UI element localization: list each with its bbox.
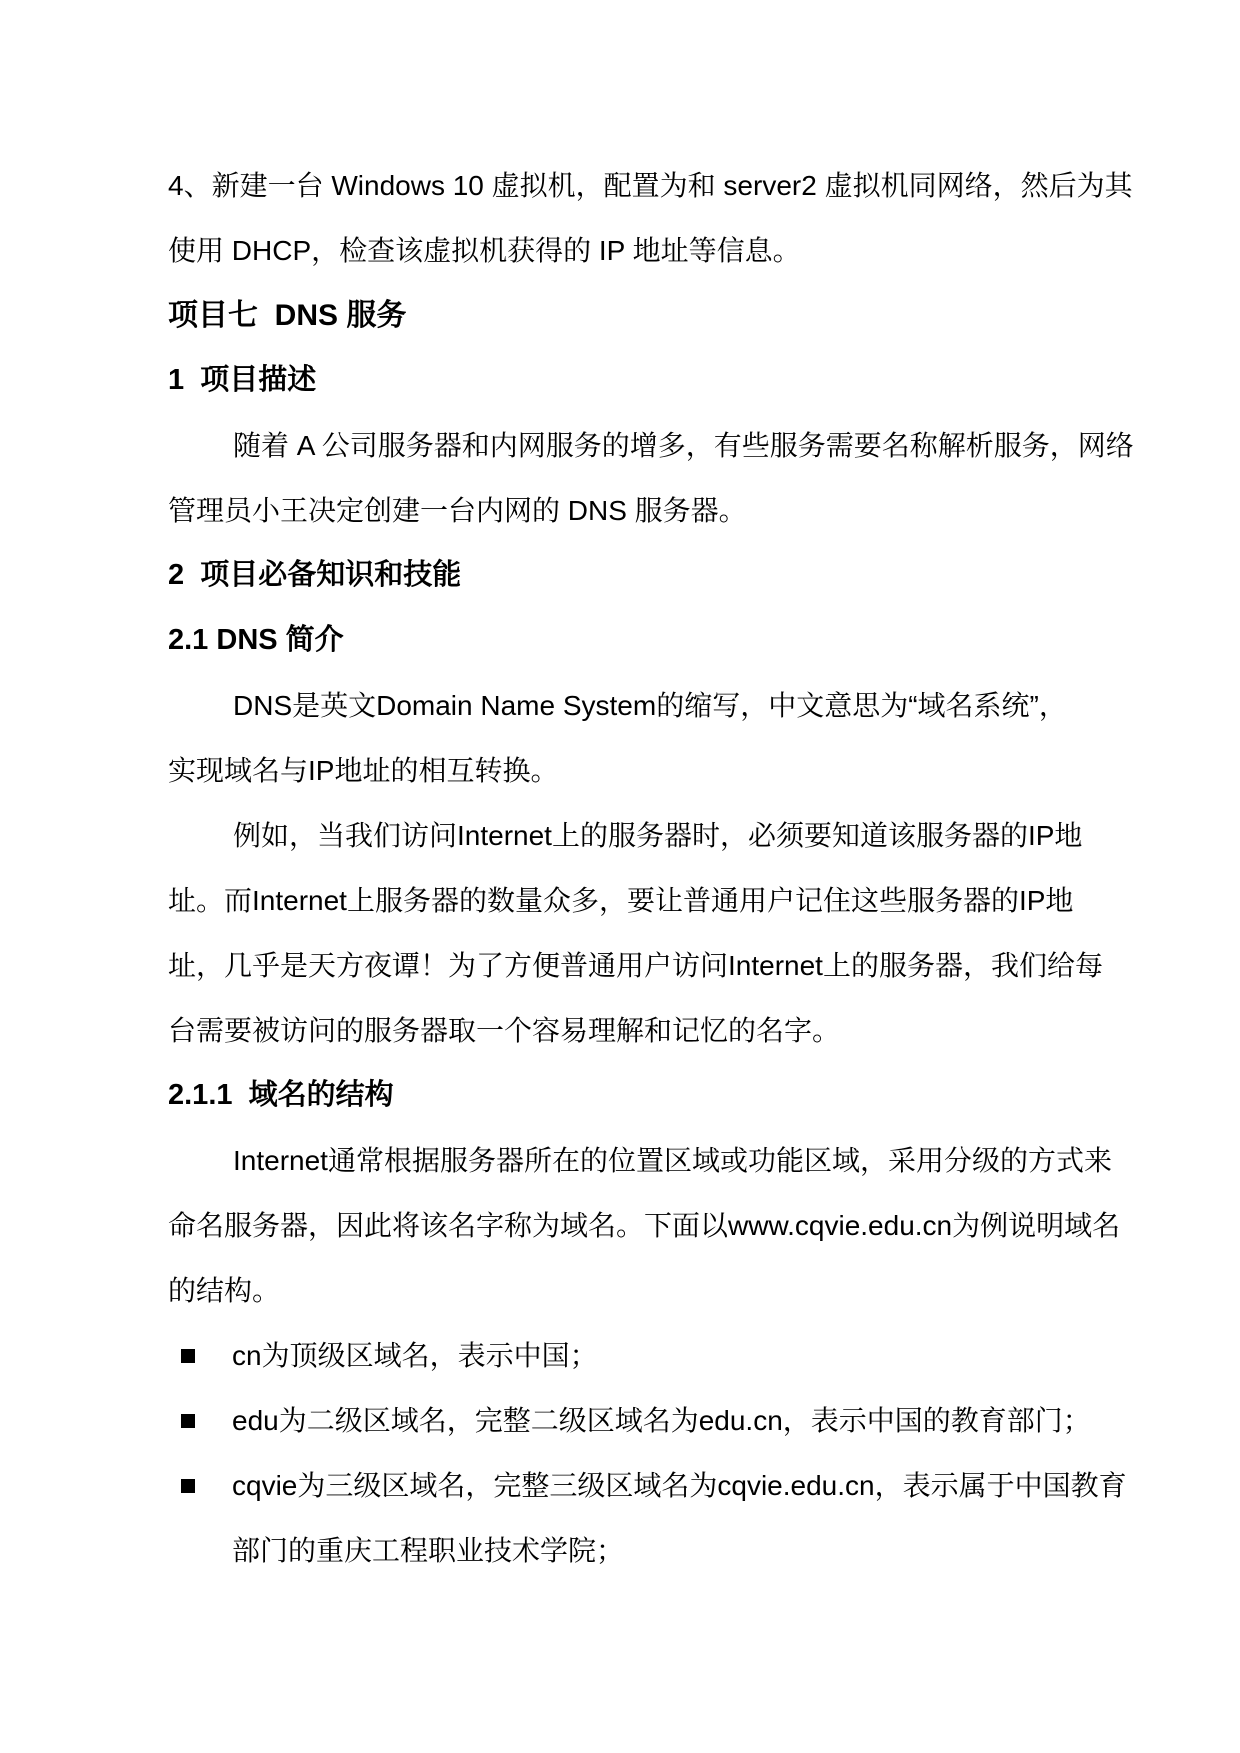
line-text: Internet通常根据服务器所在的位置区域或功能区域，采用分级的方式来 (233, 1145, 1112, 1176)
line-text: cn为顶级区域名，表示中国； (232, 1340, 598, 1371)
line-text: 命名服务器，因此将该名字称为域名。下面以www.cqvie.edu.cn为例说明域名 (168, 1210, 1121, 1241)
bullet-item-continuation (168, 1518, 1074, 1583)
bullet-item (168, 1323, 1074, 1388)
line-text: 2 项目必备知识和技能 (168, 559, 462, 591)
text-line (168, 738, 1074, 803)
line-text: 址。而Internet上服务器的数量众多，要让普通用户记住这些服务器的IP地 (168, 885, 1074, 916)
line-text: 1 项目描述 (168, 364, 317, 396)
bullet-square-icon (181, 1414, 195, 1428)
bullet-square-icon (181, 1349, 195, 1363)
line-text: 址，几乎是天方夜谭！为了方便普通用户访问Internet上的服务器，我们给每 (168, 950, 1103, 981)
line-text: cqvie为三级区域名，完整三级区域名为cqvie.edu.cn，表示属于中国教育 (232, 1470, 1127, 1501)
line-text: 2.1 DNS 简介 (168, 624, 344, 656)
line-text: 实现域名与IP地址的相互转换。 (168, 755, 559, 786)
text-line (168, 413, 1134, 478)
line-text: 2.1.1 域名的结构 (168, 1079, 394, 1111)
line-text: 的结构。 (168, 1275, 281, 1306)
document-body (168, 153, 1134, 1583)
text-line (168, 1193, 1121, 1258)
line-text: 部门的重庆工程职业技术学院； (232, 1535, 625, 1566)
text-line (168, 1258, 1074, 1323)
line-text: 例如，当我们访问Internet上的服务器时，必须要知道该服务器的IP地 (233, 820, 1083, 851)
text-line (168, 803, 1083, 868)
heading-line (168, 1063, 1074, 1128)
bullet-item (168, 1453, 1127, 1518)
text-line (168, 1128, 1112, 1193)
line-text: 台需要被访问的服务器取一个容易理解和记忆的名字。 (168, 1015, 841, 1046)
bullet-item (168, 1388, 1091, 1453)
heading-line (168, 348, 1074, 413)
text-line (168, 153, 1133, 218)
text-line (168, 998, 1074, 1063)
line-text: 随着 A 公司服务器和内网服务的增多，有些服务需要名称解析服务，网络 (233, 430, 1134, 461)
text-line (168, 933, 1103, 998)
heading-line (168, 283, 1074, 348)
line-text: 项目七 DNS 服务 (168, 299, 407, 332)
line-text: 4、新建一台 Windows 10 虚拟机，配置为和 server2 虚拟机同网络，然后为其 (168, 170, 1133, 201)
bullet-square-icon (181, 1479, 195, 1493)
text-line (168, 673, 1074, 738)
line-text: 管理员小王决定创建一台内网的 DNS 服务器。 (168, 495, 747, 526)
heading-line (168, 608, 1074, 673)
line-text: 使用 DHCP，检查该虚拟机获得的 IP 地址等信息。 (168, 235, 801, 266)
text-line (168, 218, 1074, 283)
line-text: DNS是英文Domain Name System的缩写，中文意思为“域名系统”， (233, 690, 1067, 721)
heading-line (168, 543, 1074, 608)
text-line (168, 478, 1074, 543)
text-line (168, 868, 1074, 933)
line-text: edu为二级区域名，完整二级区域名为edu.cn，表示中国的教育部门； (232, 1405, 1091, 1436)
